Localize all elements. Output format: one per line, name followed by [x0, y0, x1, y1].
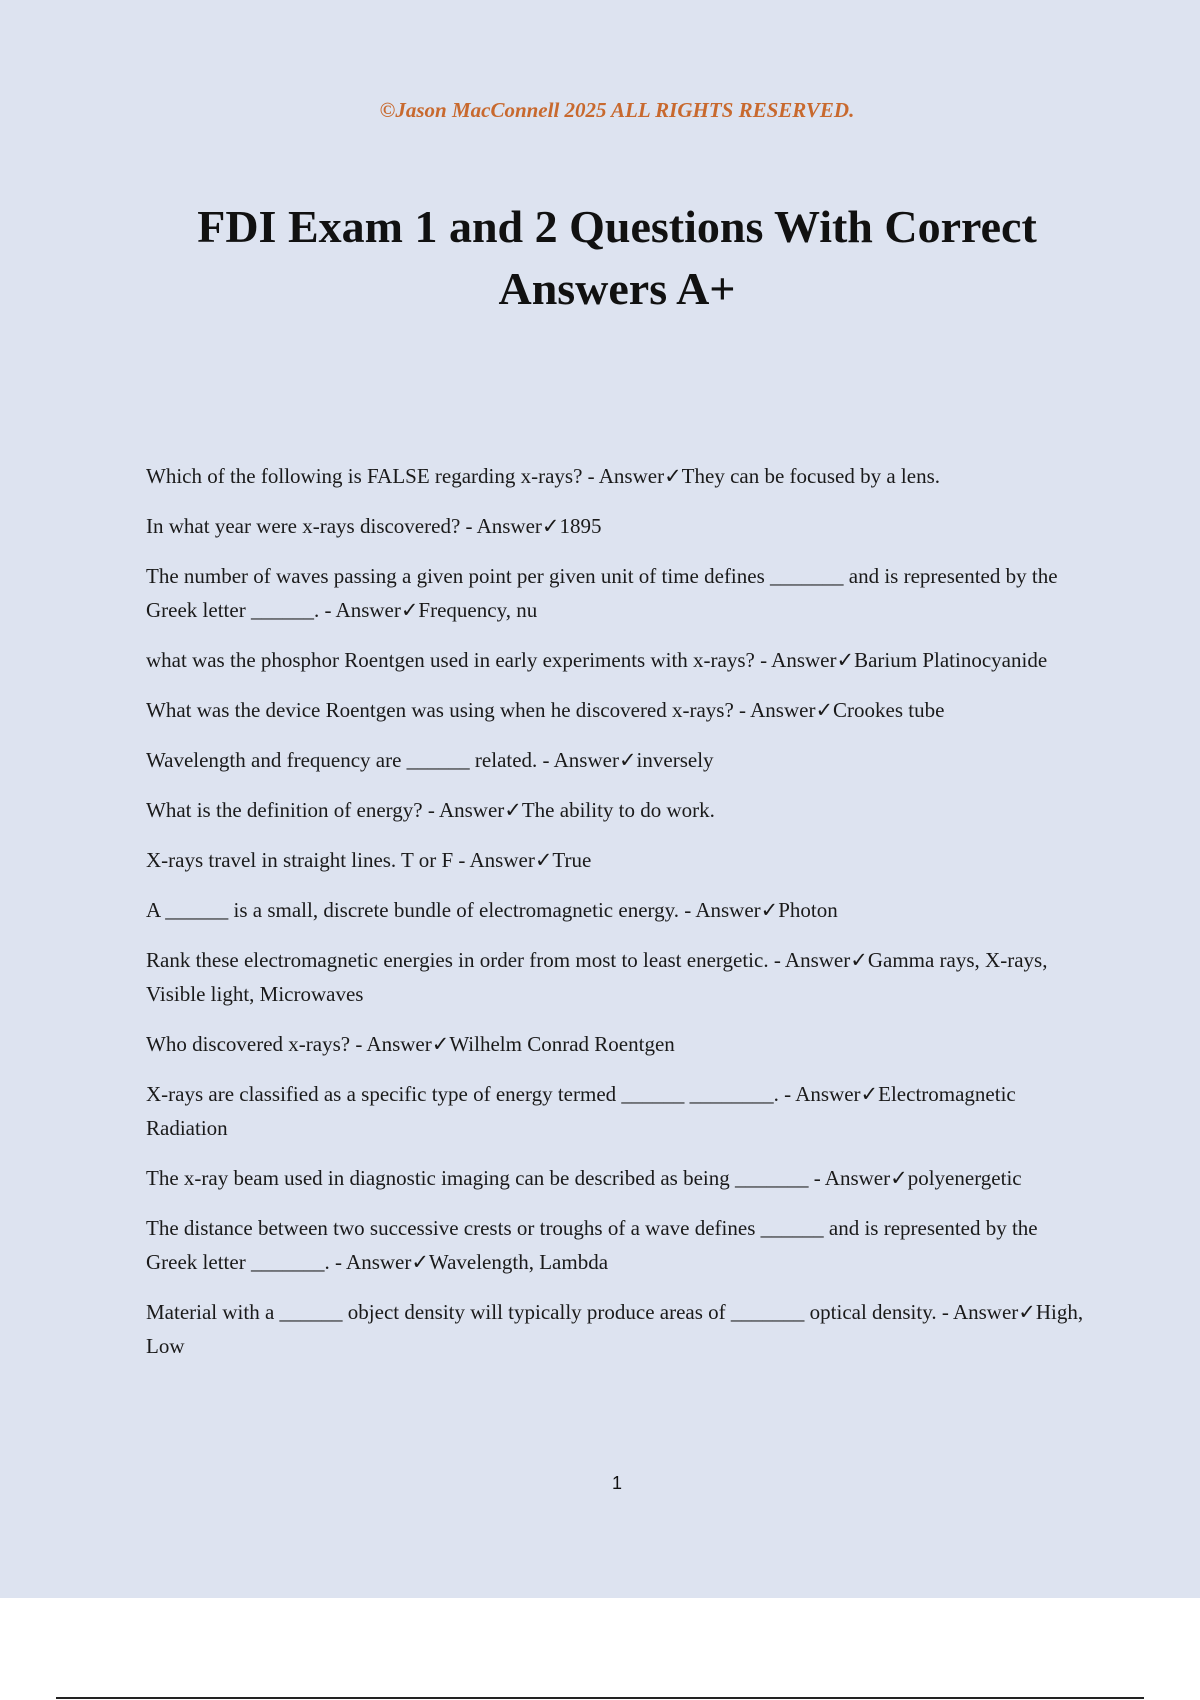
qa-item: The x-ray beam used in diagnostic imaging can be described as being _______ - Answer✓polyenergetic [146, 1166, 1022, 1190]
qa-item: Who discovered x-rays? - Answer✓Wilhelm Conrad Roentgen [146, 1032, 675, 1056]
qa-item: what was the phosphor Roentgen used in early experiments with x-rays? - Answer✓Barium Platinocyanide [146, 648, 1048, 672]
qa-item: Wavelength and frequency are ______ related. - Answer✓inversely [146, 748, 714, 772]
qa-item: What was the device Roentgen was using when he discovered x-rays? - Answer✓Crookes tube [146, 698, 945, 722]
qa-item: In what year were x-rays discovered? - Answer✓1895 [146, 514, 602, 538]
qa-item: What is the definition of energy? - Answer✓The ability to do work. [146, 798, 715, 822]
qa-item: X-rays are classified as a specific type of energy termed ______ ________. - Answer✓Electromagnetic Radiation [146, 1082, 1016, 1140]
qa-list [146, 459, 1086, 1379]
qa-item: The distance between two successive crests or troughs of a wave defines ______ and is represented by the Greek letter _______. - Answer✓Wavelength, Lambda [146, 1216, 1038, 1274]
copyright-notice: ©Jason MacConnell 2025 ALL RIGHTS RESERVED. [379, 98, 855, 122]
qa-item: Which of the following is FALSE regarding x-rays? - Answer✓They can be focused by a lens. [146, 464, 940, 488]
qa-item: A ______ is a small, discrete bundle of electromagnetic energy. - Answer✓Photon [146, 898, 838, 922]
document-title: FDI Exam 1 and 2 Questions With Correct Answers A+ [197, 201, 1037, 314]
qa-item: X-rays travel in straight lines. T or F - Answer✓True [146, 848, 592, 872]
page-number: 1 [611, 1473, 622, 1493]
qa-item: Material with a ______ object density will typically produce areas of _______ optical density. - Answer✓High, Low [146, 1300, 1084, 1358]
qa-item: The number of waves passing a given point per given unit of time defines _______ and is represented by the Greek letter ______. - Answer✓Frequency, nu [146, 564, 1058, 622]
footer-divider [56, 1697, 1144, 1699]
qa-item: Rank these electromagnetic energies in order from most to least energetic. - Answer✓Gamma rays, X-rays, Visible light, Microwaves [146, 948, 1048, 1006]
